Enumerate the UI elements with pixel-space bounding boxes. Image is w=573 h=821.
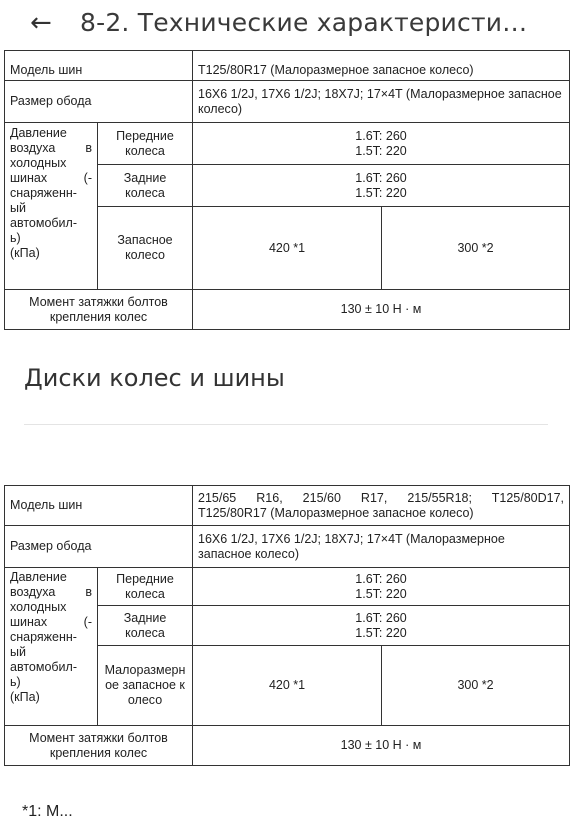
rear-wheels-value <box>193 606 570 646</box>
rear-value-line: 1.6T: 260 <box>355 610 407 625</box>
tire-model-label: Модель шин <box>5 486 193 526</box>
footnote: *1: М... <box>22 803 73 820</box>
table-row <box>5 526 570 568</box>
table-row <box>5 51 570 81</box>
spare-value-1: 420 *1 <box>193 646 382 726</box>
pressure-label-line: воздуха в <box>10 585 92 599</box>
pressure-label-line: холодных <box>10 600 67 614</box>
front-value-line: 1.5T: 220 <box>355 586 407 601</box>
section-title: Диски колес и шины <box>24 364 285 392</box>
pressure-label-line: ь) <box>10 675 21 689</box>
pressure-label-line: (кПа) <box>10 246 40 260</box>
spare-value-2: 300 *2 <box>382 646 570 726</box>
rear-wheels-label: Задние колеса <box>98 606 193 646</box>
rim-size-value: 16X6 1/2J, 17X6 1/2J; 18X7J; 17×4T (Малоразмерное запасное колесо) <box>193 81 570 123</box>
rim-size-label: Размер обода <box>5 81 193 123</box>
rim-size-label: Размер обода <box>5 526 193 568</box>
front-wheels-value <box>193 123 570 165</box>
rim-size-line: запасное колесо) <box>198 546 299 561</box>
section-divider <box>24 424 548 425</box>
spare-value-1: 420 *1 <box>193 207 382 290</box>
table-row <box>5 726 570 766</box>
pressure-label <box>5 568 98 726</box>
front-value-line: 1.6T: 260 <box>355 571 407 586</box>
pressure-label-line: Давление <box>10 126 67 140</box>
rim-size-value <box>193 526 570 568</box>
pressure-label-line: шинах (- <box>10 615 92 629</box>
table-row <box>5 123 570 165</box>
pressure-label-line: Давление <box>10 570 67 584</box>
rim-size-line: 16X6 1/2J, 17X6 1/2J; 18X7J; 17×4T (Малоразмерное <box>198 531 505 546</box>
table-row <box>5 290 570 330</box>
pressure-label-line: ый <box>10 201 26 215</box>
top-bar <box>0 0 573 50</box>
spec-table-bottom <box>4 485 570 766</box>
pressure-label-line: (кПа) <box>10 690 40 704</box>
torque-value: 130 ± 10 Н · м <box>193 290 570 330</box>
tire-model-label: Модель шин <box>5 51 193 81</box>
pressure-label-line: ый <box>10 645 26 659</box>
pressure-label-line: снаряженн- <box>10 186 77 200</box>
tire-model-value: T125/80R17 (Малоразмерное запасное колесо) <box>193 51 570 81</box>
spare-value-2: 300 *2 <box>382 207 570 290</box>
pressure-label-line: шинах (- <box>10 171 92 185</box>
pressure-label-line: автомобил- <box>10 216 77 230</box>
spec-table-top <box>4 50 570 330</box>
torque-label: Момент затяжки болтов крепления колес <box>5 290 193 330</box>
rear-value-line: 1.6T: 260 <box>355 170 407 185</box>
front-wheels-value <box>193 568 570 606</box>
tire-model-line: 215/65 R16, 215/60 R17, 215/55R18; T125/80D17, <box>198 490 565 505</box>
front-wheels-label: Передние колеса <box>98 568 193 606</box>
table-row <box>5 568 570 606</box>
front-wheels-label: Передние колеса <box>98 123 193 165</box>
front-value-line: 1.5T: 220 <box>355 143 407 158</box>
pressure-label-line: снаряженн- <box>10 630 77 644</box>
rear-wheels-value <box>193 165 570 207</box>
table-row <box>5 486 570 526</box>
spare-wheel-label: Малоразмерное запасное колесо <box>98 646 193 726</box>
arrow-left-icon[interactable]: ← <box>30 8 52 38</box>
pressure-label-line: ь) <box>10 231 21 245</box>
spare-wheel-label: Запасное колесо <box>98 207 193 290</box>
rear-wheels-label: Задние колеса <box>98 165 193 207</box>
pressure-label-line: автомобил- <box>10 660 77 674</box>
rear-value-line: 1.5T: 220 <box>355 185 407 200</box>
front-value-line: 1.6T: 260 <box>355 128 407 143</box>
pressure-label-line: воздуха в <box>10 141 92 155</box>
torque-value: 130 ± 10 Н · м <box>193 726 570 766</box>
tire-model-line: T125/80R17 (Малоразмерное запасное колесо) <box>198 505 474 520</box>
page-title: 8-2. Технические характеристи… <box>80 8 528 37</box>
pressure-label-line: холодных <box>10 156 67 170</box>
torque-label: Момент затяжки болтов крепления колес <box>5 726 193 766</box>
pressure-label <box>5 123 98 290</box>
tire-model-value <box>193 486 570 526</box>
rear-value-line: 1.5T: 220 <box>355 625 407 640</box>
table-row <box>5 81 570 123</box>
